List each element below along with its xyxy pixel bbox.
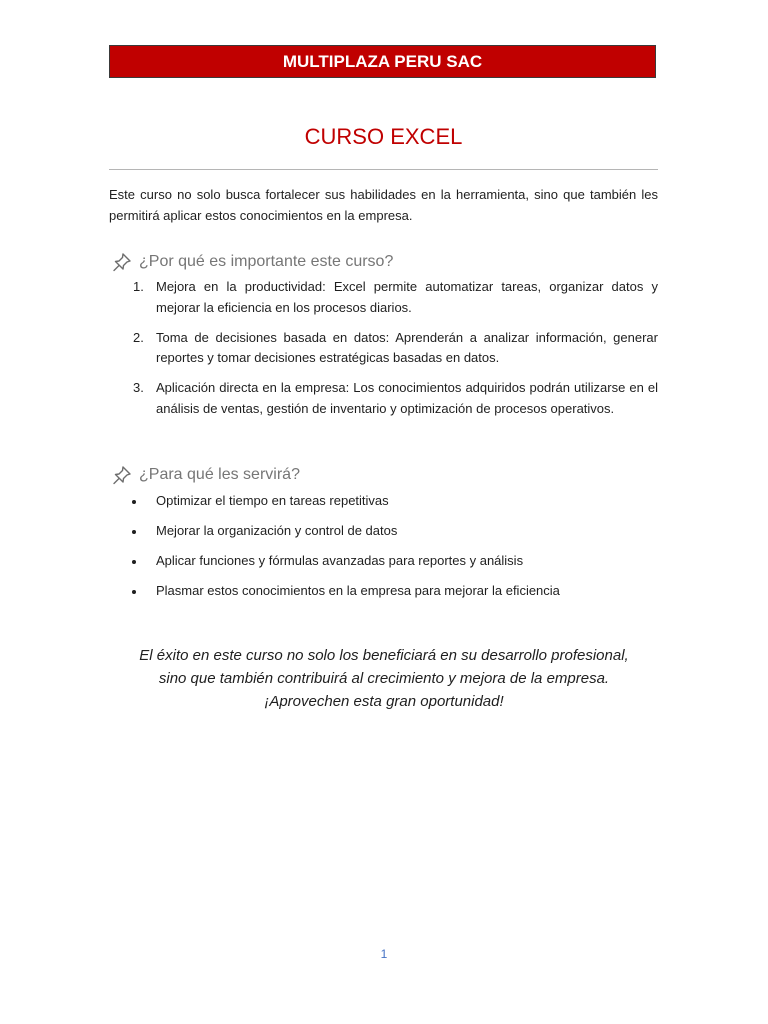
list-number: 3.	[133, 380, 144, 395]
page-number: 1	[380, 947, 388, 961]
title-divider	[109, 169, 658, 170]
intro-paragraph: Este curso no solo busca fortalecer sus habilidades en la herramienta, sino que también les permitirá aplicar estos conocimientos en la empresa.	[109, 187, 658, 223]
bullet-icon	[132, 560, 136, 564]
bullet-icon	[132, 530, 136, 534]
list-item	[109, 581, 658, 602]
closing-line-3: ¡Aprovechen esta gran oportunidad!	[264, 693, 504, 710]
list-item	[109, 551, 658, 572]
closing-line-2: sino que también contribuirá al crecimiento y mejora de la empresa.	[158, 670, 610, 687]
section-heading-text: ¿Para qué les servirá?	[139, 466, 300, 483]
pushpin-icon	[111, 465, 133, 485]
pushpin-icon	[111, 252, 133, 272]
bullet-icon	[132, 500, 136, 504]
list-number: 2.	[133, 329, 144, 345]
list-item	[109, 378, 658, 419]
list-item-text: Optimizar el tiempo en tareas repetitivas	[156, 493, 389, 508]
bullet-icon	[132, 590, 136, 594]
benefits-list	[109, 491, 658, 611]
closing-line-1: El éxito en este curso no solo los beneficiará en su desarrollo profesional,	[139, 647, 629, 664]
list-item-text: Mejora en la productividad: Excel permite automatizar tareas, organizar datos y mejorar la eficiencia en los procesos diarios.	[156, 279, 658, 315]
closing-statement	[90, 644, 678, 713]
list-item-text: Aplicar funciones y fórmulas avanzadas para reportes y análisis	[156, 553, 524, 568]
company-banner: MULTIPLAZA PERU SAC	[109, 45, 656, 78]
list-item	[109, 277, 658, 318]
list-item	[109, 491, 658, 512]
list-item-text: Toma de decisiones basada en datos: Aprenderán a analizar información, generar reportes y tomar decisiones estratégicas basadas en datos.	[156, 329, 658, 365]
list-item-text: Aplicación directa en la empresa: Los conocimientos adquiridos podrán utilizarse en el análisis de ventas, gestión de inventario y optimización de procesos operativos.	[156, 380, 658, 416]
list-item	[109, 328, 658, 369]
section-heading-why	[111, 251, 393, 273]
section-heading-for	[111, 464, 300, 486]
list-item-text: Plasmar estos conocimientos en la empresa para mejorar la eficiencia	[156, 583, 560, 598]
page-title: CURSO EXCEL	[304, 124, 463, 149]
list-item-text: Mejorar la organización y control de datos	[156, 523, 398, 538]
reasons-list	[109, 277, 658, 429]
list-number: 1.	[133, 279, 144, 294]
section-heading-text: ¿Por qué es importante este curso?	[139, 253, 394, 270]
list-item	[109, 521, 658, 542]
